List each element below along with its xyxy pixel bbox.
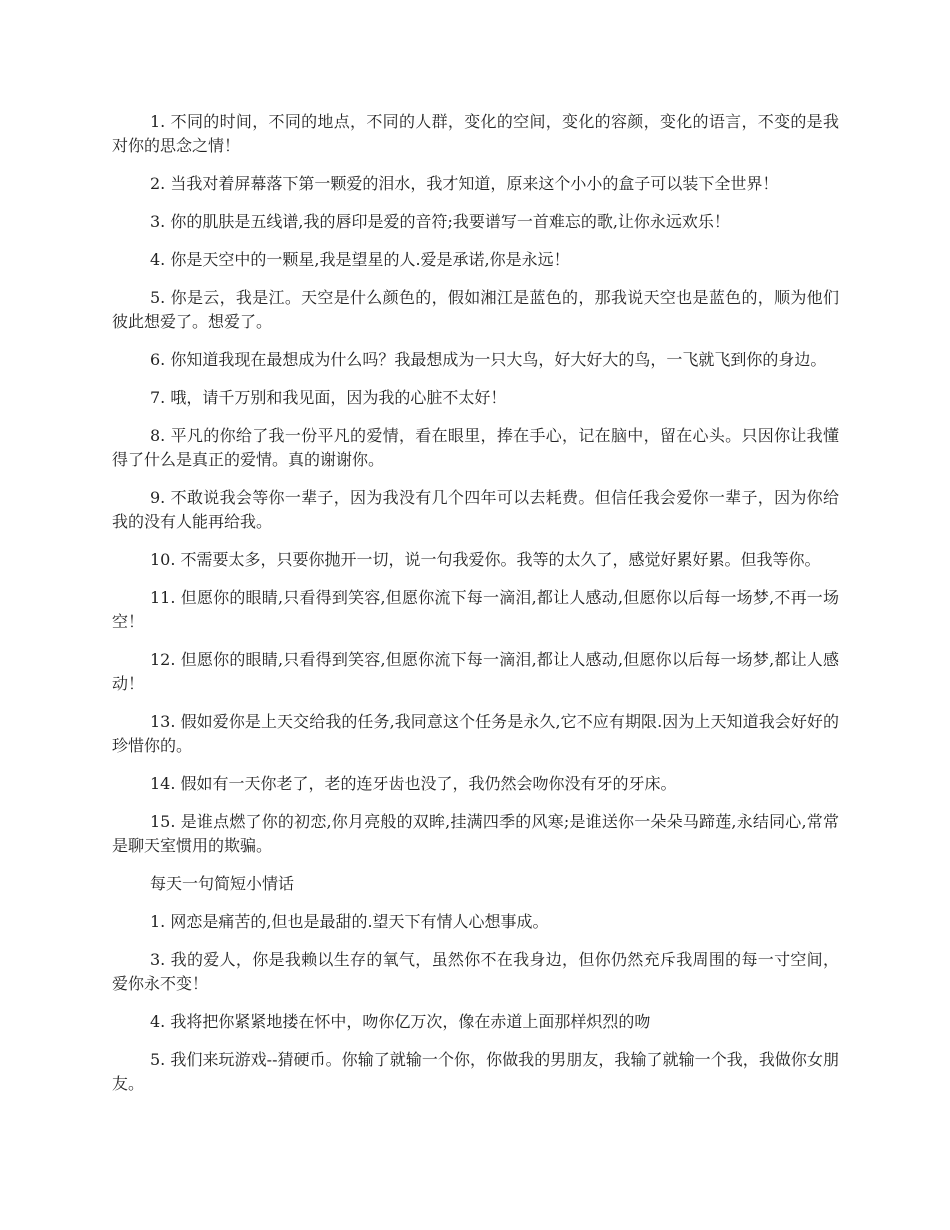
paragraph-2: 2. 当我对着屏幕落下第一颗爱的泪水，我才知道，原来这个小小的盒子可以装下全世界！ xyxy=(150,174,779,193)
paragraph-6: 6. 你知道我现在最想成为什么吗？我最想成为一只大鸟，好大好大的鸟，一飞就飞到你的身边。 xyxy=(150,350,827,369)
paragraph-8: 8. 平凡的你给了我一份平凡的爱情，看在眼里，捧在手心，记在脑中，留在心头。只因你让我懂得了什么是真正的爱情。真的谢谢你。 xyxy=(112,426,839,469)
paragraph-15: 15. 是谁点燃了你的初恋,你月亮般的双眸,挂满四季的风寒;是谁送你一朵朵马蹄莲,永结同心,常常是聊天室惯用的欺骗。 xyxy=(112,812,839,855)
section-paragraph-4: 5. 我们来玩游戏--猜硬币。你输了就输一个你，你做我的男朋友，我输了就输一个我，我做你女朋友。 xyxy=(112,1050,839,1093)
section-paragraph-3: 4. 我将把你紧紧地搂在怀中，吻你亿万次，像在赤道上面那样炽烈的吻 xyxy=(150,1012,651,1031)
section-title: 每天一句简短小情话 xyxy=(150,874,295,893)
paragraph-1: 1. 不同的时间，不同的地点，不同的人群，变化的空间，变化的容颜，变化的语言，不变的是我对你的思念之情！ xyxy=(112,112,839,155)
paragraph-14: 14. 假如有一天你老了，老的连牙齿也没了，我仍然会吻你没有牙的牙床。 xyxy=(150,774,677,793)
document-page xyxy=(112,110,839,1110)
section-paragraph-2: 3. 我的爱人，你是我赖以生存的氧气，虽然你不在我身边，但你仍然充斥我周围的每一寸空间，爱你永不变！ xyxy=(112,950,839,993)
paragraph-13: 13. 假如爱你是上天交给我的任务,我同意这个任务是永久,它不应有期限.因为上天知道我会好好的珍惜你的。 xyxy=(112,712,839,755)
paragraph-10: 10. 不需要太多，只要你抛开一切，说一句我爱你。我等的太久了，感觉好累好累。但我等你。 xyxy=(150,550,821,569)
paragraph-4: 4. 你是天空中的一颗星,我是望星的人.爱是承诺,你是永远！ xyxy=(150,250,570,269)
paragraph-12: 12. 但愿你的眼睛,只看得到笑容,但愿你流下每一滴泪,都让人感动,但愿你以后每一场梦,都让人感动！ xyxy=(112,650,839,693)
paragraph-5: 5. 你是云，我是江。天空是什么颜色的，假如湘江是蓝色的，那我说天空也是蓝色的，顺为他们彼此想爱了。想爱了。 xyxy=(112,288,839,331)
paragraph-11: 11. 但愿你的眼睛,只看得到笑容,但愿你流下每一滴泪,都让人感动,但愿你以后每一场梦,不再一场空！ xyxy=(112,588,839,631)
section-paragraph-1: 1. 网恋是痛苦的,但也是最甜的.望天下有情人心想事成。 xyxy=(150,912,549,931)
paragraph-7: 7. 哦，请千万别和我见面，因为我的心脏不太好！ xyxy=(150,388,507,407)
paragraph-3: 3. 你的肌肤是五线谱,我的唇印是爱的音符;我要谱写一首难忘的歌,让你永远欢乐！ xyxy=(150,212,730,231)
paragraph-9: 9. 不敢说我会等你一辈子，因为我没有几个四年可以去耗费。但信任我会爱你一辈子，因为你给我的没有人能再给我。 xyxy=(112,488,839,531)
